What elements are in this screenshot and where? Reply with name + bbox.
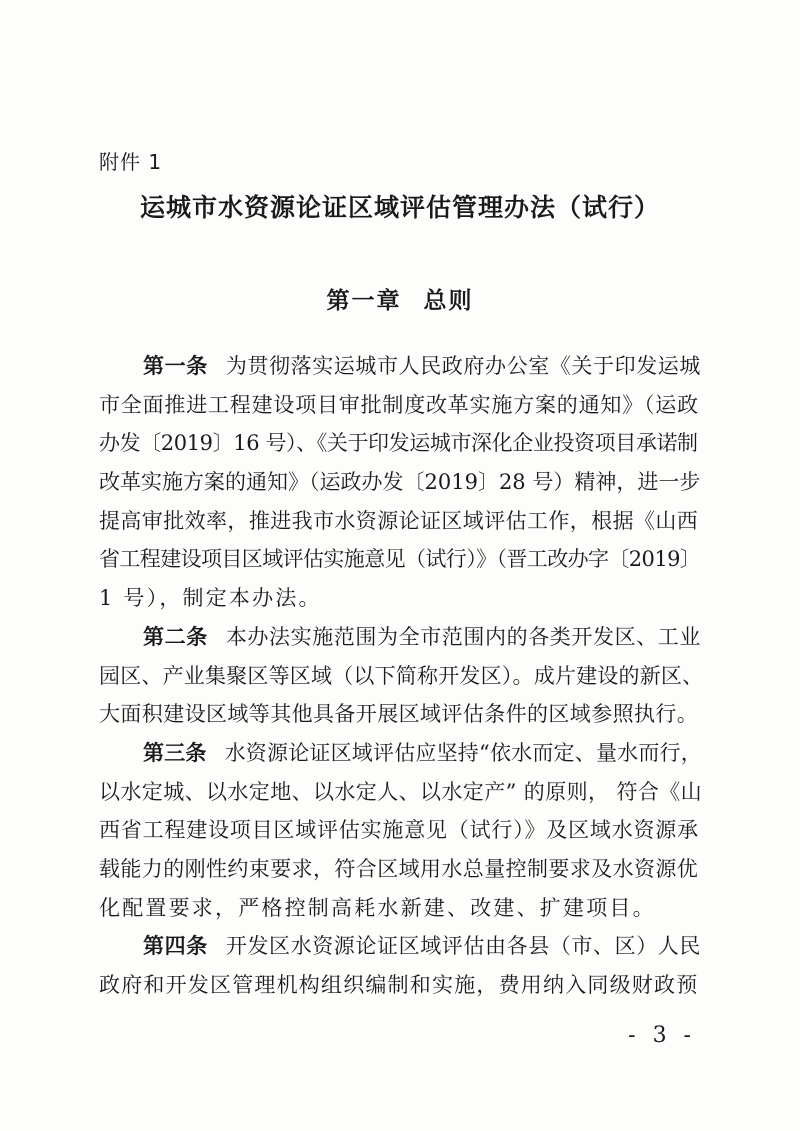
chapter-heading: [0, 282, 800, 315]
article-2-text: 本办法实施范围为全市范围内的各类开发区、工业: [225, 624, 702, 649]
document-body: [99, 347, 703, 1005]
article-4-text: 开发区水资源论证区域评估由各县（市、区）人民: [225, 934, 702, 959]
article-3-text: 水资源论证区域评估应坚持“依水而定、量水而行，: [224, 740, 702, 765]
page-number: - 3 -: [628, 1023, 696, 1048]
article-1-first-line: [99, 347, 703, 386]
article-1-line: 提高审批效率，推进我市水资源论证区域评估工作，根据《山西: [99, 508, 699, 533]
article-1-line: 1 号），制定本办法。: [99, 586, 322, 611]
article-3-line: 以水定城、以水定地、以水定人、以水定产” 的原则， 符合《山: [99, 779, 703, 804]
article-1-line: 办发〔2019〕16 号）、《关于印发运城市深化企业投资项目承诺制: [99, 431, 698, 456]
article-3-first-line: [99, 734, 703, 773]
chapter-name: 总则: [423, 288, 474, 314]
article-1-text: 为贯彻落实运城市人民政府办公室《关于印发运城: [225, 354, 702, 378]
article-3-line: 西省工程建设项目区域评估实施意见（试行）》及区域水资源承: [99, 818, 699, 843]
attachment-label: 附件 1: [99, 150, 163, 174]
article-2-line: 园区、产业集聚区等区域（以下简称开发区）。成片建设的新区、: [99, 663, 703, 688]
document-title: 运城市水资源论证区域评估管理办法（试行）: [139, 193, 660, 222]
article-3-line: 化配置要求，严格控制高耗水新建、改建、扩建项目。: [99, 895, 656, 920]
article-1-line: 省工程建设项目区域评估实施意见（试行）》（晋工改办字〔2019〕: [99, 547, 701, 572]
article-4-label: 第四条: [143, 934, 208, 959]
article-2-first-line: [99, 618, 703, 657]
article-4-first-line: [99, 927, 703, 966]
article-2-label: 第二条: [143, 624, 208, 649]
article-1-line: 改革实施方案的通知》（运政办发〔2019〕28 号）精神，进一步: [99, 470, 701, 495]
article-1-line: 市全面推进工程建设项目审批制度改革实施方案的通知》（运政: [99, 392, 699, 417]
article-4-line: 政府和开发区管理机构组织编制和实施，费用纳入同级财政预: [99, 973, 699, 997]
article-3-line: 载能力的刚性约束要求，符合区域用水总量控制要求及水资源优: [99, 856, 699, 881]
article-1-label: 第一条: [143, 354, 208, 378]
article-3-label: 第三条: [143, 740, 207, 765]
chapter-number: 第一章: [326, 288, 402, 314]
article-2-line: 大面积建设区域等其他具备开展区域评估条件的区域参照执行。: [99, 702, 699, 727]
